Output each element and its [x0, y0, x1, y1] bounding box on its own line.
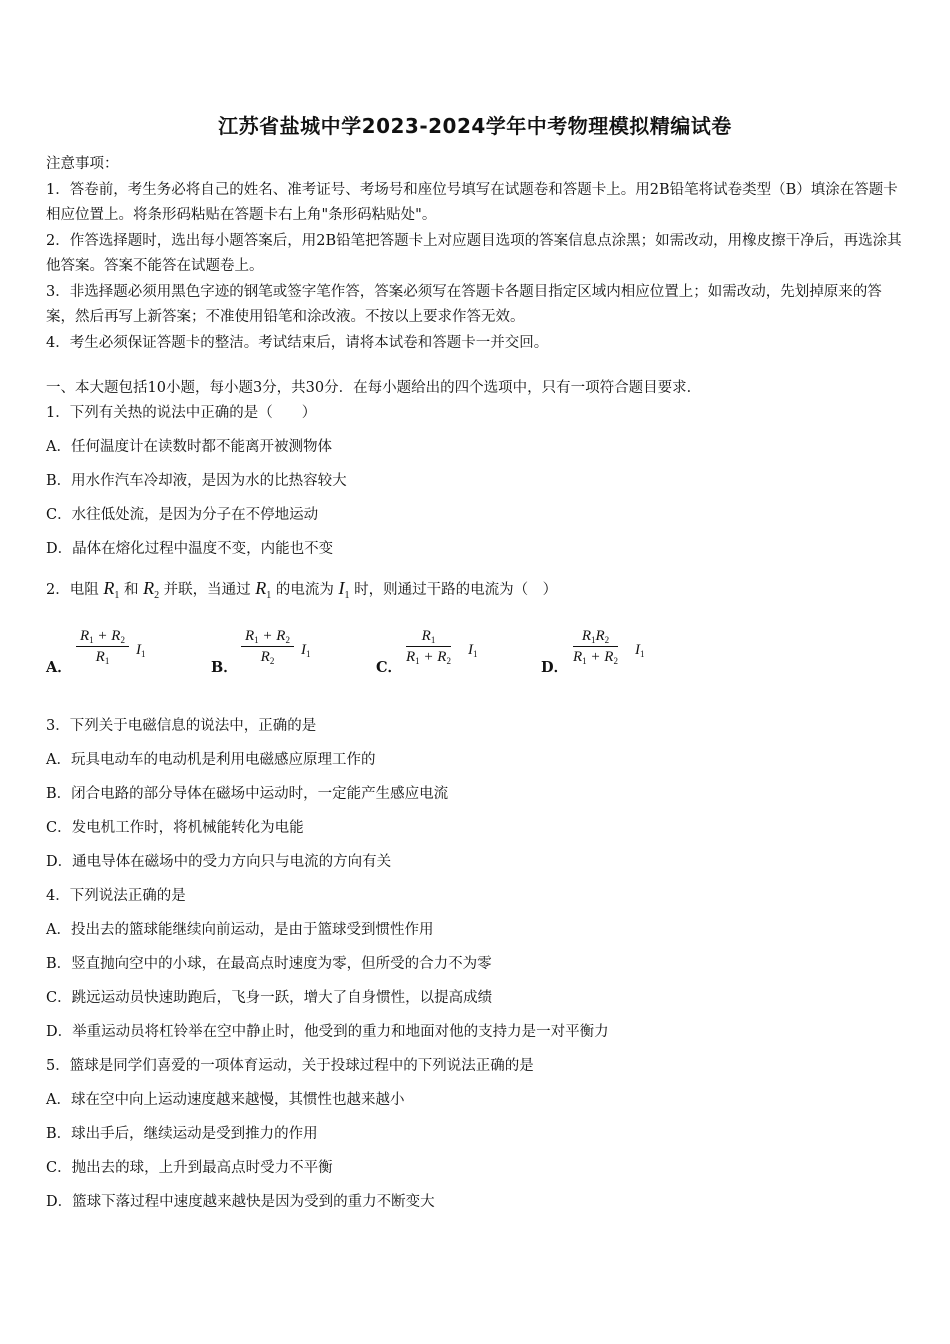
- q4-option-b: B．竖直抛向空中的小球，在最高点时速度为零，但所受的合力不为零: [46, 956, 492, 972]
- notice-item-1: 1．答卷前，考生务必将自己的姓名、准考证号、考场号和座位号填写在试题卷和答题卡上。用2B铅笔将试卷类型（B）填涂在答题卡相应位置上。将条形码粘贴在答题卡右上角"条形码粘贴处"。: [46, 181, 898, 223]
- q5-option-b: B．球出手后，继续运动是受到推力的作用: [46, 1126, 318, 1142]
- var-i1: $I_1$: [468, 642, 478, 659]
- q4-option-c: C．跳远运动员快速助跑后，飞身一跃，增大了自身惯性，以提高成绩: [46, 990, 493, 1006]
- q1-stem: 1．下列有关热的说法中正确的是（ ）: [46, 405, 317, 421]
- q5-option-d: D．篮球下落过程中速度越来越快是因为受到的重力不断变大: [46, 1194, 435, 1210]
- fraction: $\frac{R_1 + R_2}{R_1}$: [76, 628, 129, 666]
- fraction: $\frac{R_1 + R_2}{R_2}$: [241, 628, 294, 666]
- q3-option-d: D．通电导体在磁场中的受力方向只与电流的方向有关: [46, 854, 392, 870]
- q2-option-label: B．: [211, 659, 238, 676]
- q1-option-b: B．用水作汽车冷却液，是因为水的比热容较大: [46, 473, 347, 489]
- fraction: $\frac{R_1}{R_1 + R_2}$: [406, 628, 451, 666]
- q2-text-5: 时，则通过干路的电流为（ ）: [354, 582, 558, 598]
- q2-option-c: [376, 628, 506, 684]
- q1-option-c: C．水往低处流，是因为分子在不停地运动: [46, 507, 319, 523]
- q3-option-c: C．发电机工作时，将机械能转化为电能: [46, 820, 304, 836]
- var-r1: $R_1$: [103, 578, 120, 601]
- notice-item-3: 3．非选择题必须用黑色字迹的钢笔或签字笔作答，答案必须写在答题卡各题目指定区域内相应位置上；如需改动，先划掉原来的答案，然后再写上新答案；不准使用铅笔和涂改液。不按以上要求作答无效。: [46, 283, 882, 325]
- notice-item-4: 4．考生必须保证答题卡的整洁。考试结束后，请将本试卷和答题卡一并交回。: [46, 334, 549, 351]
- var-i1: $I_1$: [338, 578, 350, 601]
- q2-option-a: [46, 628, 176, 684]
- q5-option-a: A．球在空中向上运动速度越来越慢，其惯性也越来越小: [46, 1092, 405, 1108]
- q5-option-c: C．抛出去的球，上升到最高点时受力不平衡: [46, 1160, 333, 1176]
- q2-option-d: [541, 628, 671, 684]
- q1-option-d: D．晶体在熔化过程中温度不变，内能也不变: [46, 541, 334, 557]
- section-heading: 一、本大题包括10小题，每小题3分，共30分．在每小题给出的四个选项中，只有一项符合题目要求．: [46, 380, 702, 396]
- q4-option-a: A．投出去的篮球能继续向前运动，是由于篮球受到惯性作用: [46, 922, 434, 938]
- var-r2: $R_2$: [143, 578, 160, 601]
- q2-option-b: [211, 628, 341, 684]
- notice-heading: 注意事项：: [46, 156, 119, 172]
- var-i1: $I_1$: [635, 642, 645, 659]
- q2-option-label: A．: [46, 659, 72, 676]
- var-r1: $R_1$: [255, 578, 272, 601]
- q2-stem: [46, 578, 557, 601]
- notice-item-2: 2．作答选择题时，选出每小题答案后，用2B铅笔把答题卡上对应题目选项的答案信息点涂黑；如需改动，用橡皮擦干净后，再选涂其他答案。答案不能答在试题卷上。: [46, 232, 902, 274]
- notice-block: [46, 152, 906, 356]
- fraction: $\frac{R_1R_2}{R_1 + R_2}$: [573, 628, 618, 666]
- var-i1: $I_1$: [136, 642, 146, 659]
- q2-option-label: C．: [376, 659, 403, 676]
- q2-text-1: 2．电阻: [46, 582, 99, 598]
- q4-stem: 4．下列说法正确的是: [46, 888, 186, 904]
- q5-stem: 5．篮球是同学们喜爱的一项体育运动，关于投球过程中的下列说法正确的是: [46, 1058, 534, 1074]
- q2-text-3: 并联，当通过: [163, 582, 251, 598]
- q3-option-b: B．闭合电路的部分导体在磁场中运动时，一定能产生感应电流: [46, 786, 449, 802]
- var-i1: $I_1$: [301, 642, 311, 659]
- q3-option-a: A．玩具电动车的电动机是利用电磁感应原理工作的: [46, 752, 376, 768]
- q3-stem: 3．下列关于电磁信息的说法中，正确的是: [46, 718, 317, 734]
- page-title: 江苏省盐城中学2023-2024学年中考物理模拟精编试卷: [218, 114, 732, 138]
- q4-option-d: D．举重运动员将杠铃举在空中静止时，他受到的重力和地面对他的支持力是一对平衡力: [46, 1024, 609, 1040]
- q2-text-2: 和: [123, 582, 139, 598]
- q2-text-4: 的电流为: [275, 582, 334, 598]
- q1-option-a: A．任何温度计在读数时都不能离开被测物体: [46, 439, 332, 455]
- q2-option-label: D．: [541, 659, 569, 676]
